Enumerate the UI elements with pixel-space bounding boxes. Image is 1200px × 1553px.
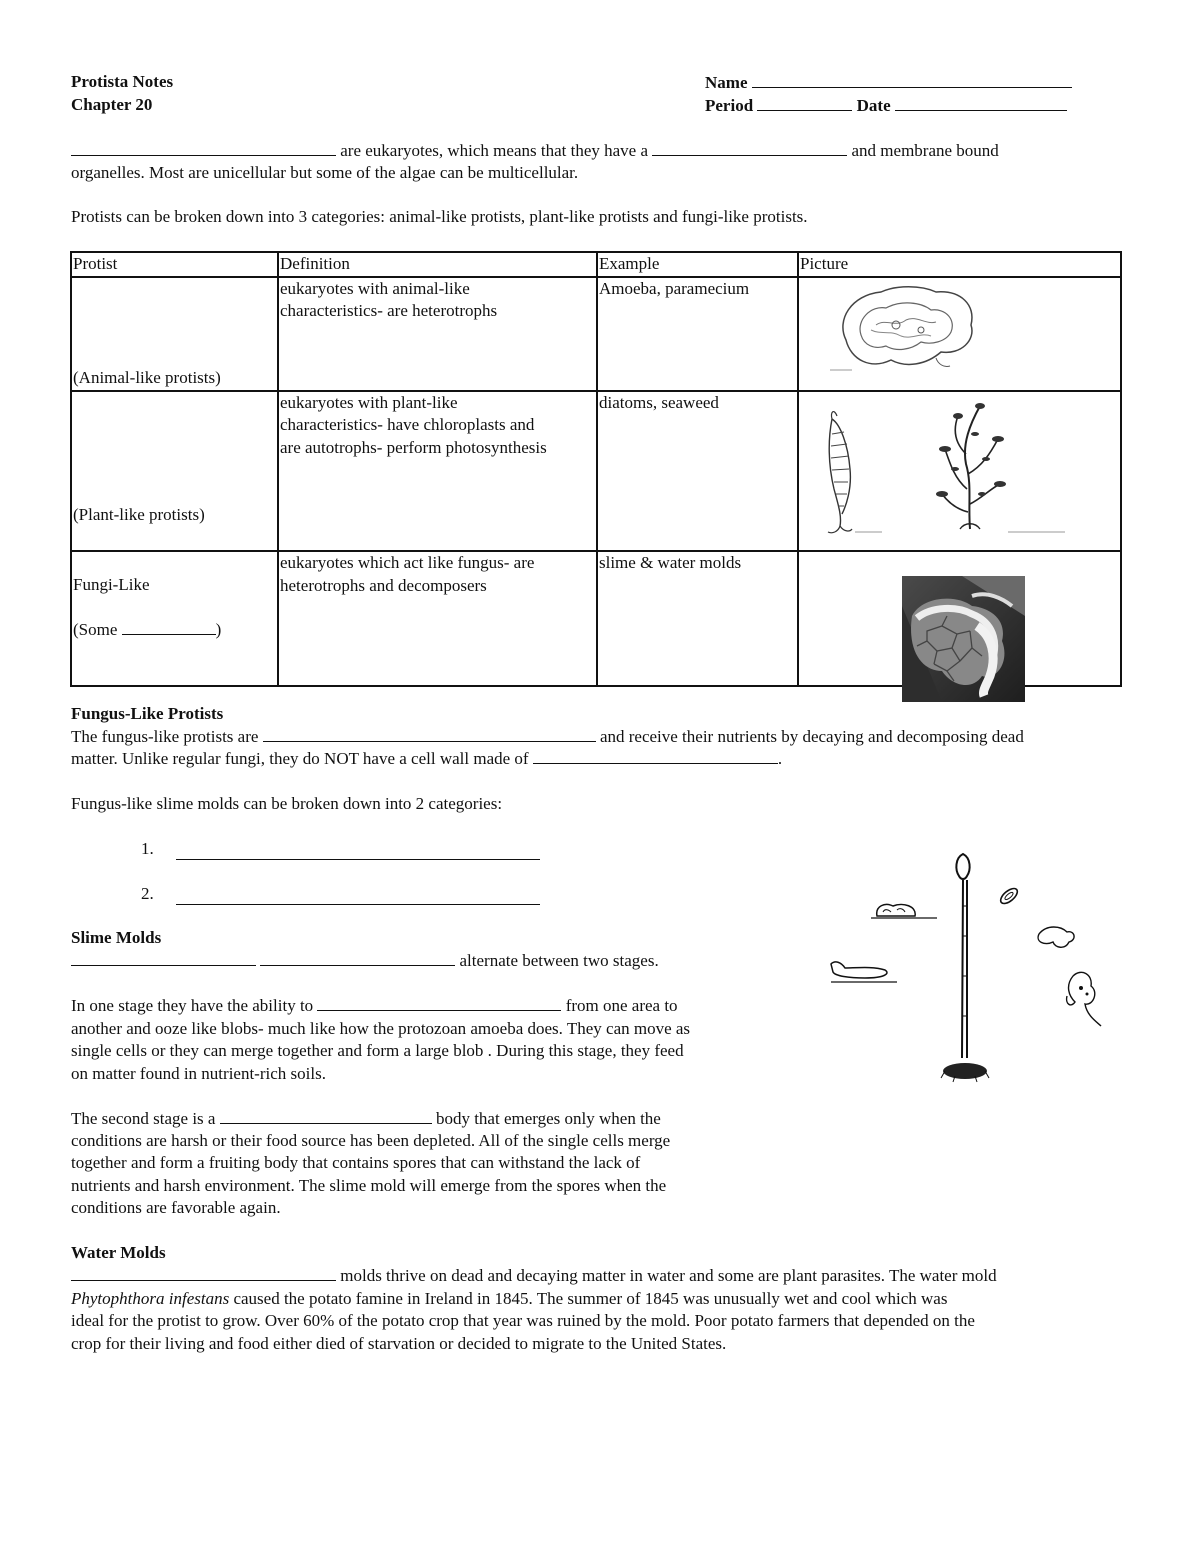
- seaweed-illustration-icon: [810, 394, 1080, 544]
- table-row: [71, 277, 1121, 391]
- some-blank[interactable]: [122, 619, 216, 635]
- slime-stage2-start: The second stage is a: [71, 1109, 216, 1128]
- table-header-row: [71, 252, 1121, 277]
- protist-note: [73, 619, 221, 642]
- definition-cell: [278, 551, 597, 686]
- protist-cell: [71, 551, 278, 686]
- slime-alternate-text: alternate between two stages.: [459, 951, 659, 970]
- fungus-text-end: and receive their nutrients by decaying and decomposing dead: [599, 727, 1024, 746]
- example-cell: Amoeba, paramecium: [597, 277, 798, 391]
- page-title: Protista Notes: [71, 72, 174, 91]
- picture-cell: [798, 391, 1121, 552]
- slime-stage2-end: body that emerges only when the: [435, 1109, 661, 1128]
- slime-blank-1[interactable]: [71, 950, 256, 966]
- fungus-categories-intro: Fungus-like slime molds can be broken down into 2 categories:: [71, 794, 503, 813]
- name-label: Name: [705, 73, 748, 92]
- period-date-field[interactable]: [705, 95, 1067, 116]
- slime-stage2-blank[interactable]: [220, 1108, 432, 1124]
- water-line-2: [71, 1288, 947, 1311]
- definition-line: eukaryotes with animal-like: [280, 278, 470, 298]
- example-cell: diatoms, seaweed: [597, 391, 798, 552]
- fungus-line2-text: matter. Unlike regular fungi, they do NOT have a cell wall made of: [71, 749, 529, 768]
- list-number-1: 1.: [141, 839, 154, 858]
- water-line-1: [71, 1265, 997, 1288]
- slime-stage1-text: on matter found in nutrient-rich soils.: [71, 1064, 326, 1083]
- slime-stage2-line: [71, 1108, 661, 1131]
- fungus-text-start: The fungus-like protists are: [71, 727, 259, 746]
- amoeba-illustration-icon: [826, 280, 986, 380]
- fungus-like-heading: Fungus-Like Protists: [71, 704, 224, 723]
- fungus-blank-1[interactable]: [263, 726, 596, 742]
- header-protist: Protist: [71, 252, 278, 277]
- water-line1-text: molds thrive on dead and decaying matter in water and some are plant parasites. The water mold: [340, 1266, 997, 1285]
- definition-cell: [278, 391, 597, 552]
- species-name: Phytophthora infestans: [71, 1289, 230, 1308]
- intro-text-end: and membrane bound: [851, 141, 999, 160]
- header-definition: Definition: [278, 252, 597, 277]
- name-blank[interactable]: [752, 72, 1072, 88]
- table-row: [71, 391, 1121, 552]
- name-field[interactable]: [705, 72, 1072, 93]
- protist-cell: [71, 391, 278, 552]
- slime-stage1-blank[interactable]: [317, 995, 561, 1011]
- intro-categories: Protists can be broken down into 3 categories: animal-like protists, plant-like protists and fungi-like protists.: [71, 207, 808, 226]
- header-picture: Picture: [798, 252, 1121, 277]
- fungus-line-2: [71, 748, 782, 771]
- protist-note-open: (Some: [73, 620, 118, 639]
- slime-stage2-text: conditions are favorable again.: [71, 1198, 281, 1217]
- water-molds-heading: Water Molds: [71, 1243, 166, 1262]
- definition-cell: [278, 277, 597, 391]
- period-blank[interactable]: [757, 95, 852, 111]
- slime-stage1-end: from one area to: [565, 996, 678, 1015]
- fungus-line-1: [71, 726, 1024, 749]
- example-cell: slime & water molds: [597, 551, 798, 686]
- slime-mold-photo-icon: [902, 576, 1025, 702]
- intro-line-2: organelles. Most are unicellular but some of the algae can be multicellular.: [71, 163, 579, 182]
- slime-mold-life-cycle-icon: [825, 846, 1115, 1086]
- slime-stage2-text: nutrients and harsh environment. The slime mold will emerge from the spores when the: [71, 1176, 667, 1195]
- intro-blank-1[interactable]: [71, 140, 336, 156]
- period-label: Period: [705, 96, 754, 115]
- protist-note-close: ): [215, 620, 222, 639]
- header-example: Example: [597, 252, 798, 277]
- definition-line: eukaryotes with plant-like: [280, 392, 458, 412]
- slime-alternate-line: [71, 950, 659, 973]
- date-label: Date: [856, 96, 891, 115]
- protist-cell: [71, 277, 278, 391]
- fungus-blank-2[interactable]: [533, 748, 778, 764]
- slime-blank-2[interactable]: [260, 950, 455, 966]
- slime-molds-heading: Slime Molds: [71, 928, 162, 947]
- slime-stage1-start: In one stage they have the ability to: [71, 996, 314, 1015]
- slime-stage1-text: another and ooze like blobs- much like how the protozoan amoeba does. They can move as: [71, 1019, 691, 1038]
- water-line-4: crop for their living and food either died of starvation or decided to migrate to the United States.: [71, 1334, 727, 1353]
- list-number-2: 2.: [141, 884, 154, 903]
- water-line2-text: caused the potato famine in Ireland in 1845. The summer of 1845 was unusually wet and cool which was: [233, 1289, 948, 1308]
- definition-line: characteristics- have chloroplasts and: [280, 415, 535, 434]
- intro-text-mid: are eukaryotes, which means that they have a: [340, 141, 649, 160]
- chapter-label: Chapter 20: [71, 95, 153, 114]
- water-blank[interactable]: [71, 1265, 336, 1281]
- picture-cell: [798, 277, 1121, 391]
- protist-name: (Plant-like protists): [73, 504, 205, 524]
- definition-line: heterotrophs and decomposers: [280, 575, 487, 595]
- category-blank-2[interactable]: [176, 889, 540, 905]
- protist-name: Fungi-Like: [73, 575, 150, 594]
- definition-line: are autotrophs- perform photosynthesis: [280, 437, 547, 457]
- category-blank-1[interactable]: [176, 844, 540, 860]
- intro-line-1: [71, 140, 999, 163]
- definition-line: characteristics- are heterotrophs: [280, 301, 498, 320]
- definition-line: eukaryotes which act like fungus- are: [280, 553, 535, 572]
- intro-blank-2[interactable]: [652, 140, 847, 156]
- slime-stage1-line: [71, 995, 678, 1018]
- protist-name: (Animal-like protists): [73, 367, 221, 387]
- fungus-line2-end: .: [777, 749, 783, 768]
- slime-stage2-text: conditions are harsh or their food source has been depleted. All of the single cells merge: [71, 1131, 671, 1150]
- slime-stage2-text: together and form a fruiting body that contains spores that can withstand the lack of: [71, 1153, 641, 1172]
- slime-stage1-text: single cells or they can merge together and form a large blob . During this stage, they feed: [71, 1041, 684, 1060]
- water-line-3: ideal for the protist to grow. Over 60% of the potato crop that year was ruined by the mold. Poor potato farmers that depended on the: [71, 1311, 975, 1330]
- date-blank[interactable]: [895, 95, 1067, 111]
